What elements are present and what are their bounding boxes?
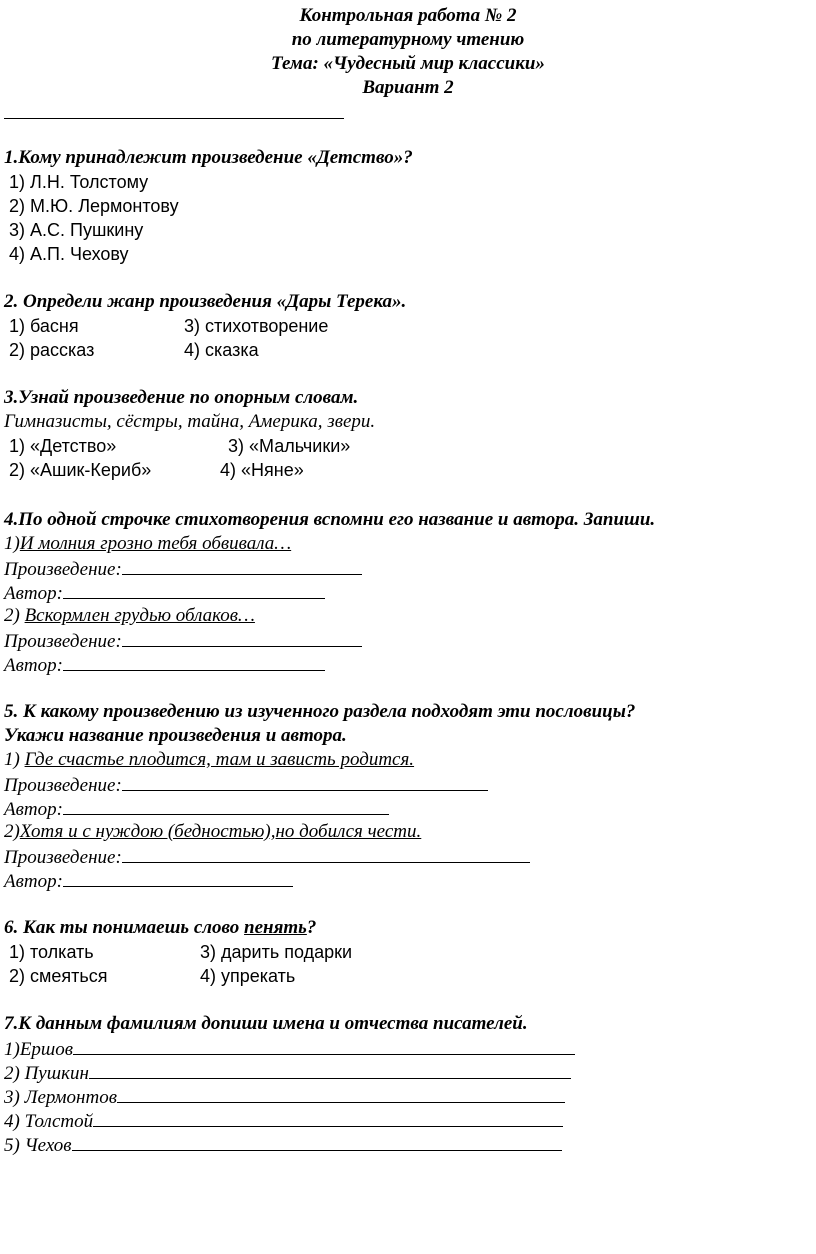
q3-option-1[interactable]: 1) «Детство» [4,436,117,456]
q7-item-5-field[interactable] [72,1132,562,1151]
q1-option-3[interactable]: 3) А.С. Пушкину [4,220,144,240]
q1-option-1[interactable]: 1) Л.Н. Толстому [4,172,149,192]
q2-option-4[interactable]: 4) сказка [184,340,259,360]
q4-item-1 [4,532,291,556]
q5-item-2-author [4,868,293,894]
q5-item-1-author [4,796,389,822]
question-5-line-1: 5. К какому произведению из изученного раздела подходят эти пословицы? [4,701,636,722]
q7-item-1 [4,1036,575,1062]
q7-item-2 [4,1060,571,1086]
author-label: Автор: [4,583,63,604]
q6-option-1[interactable]: 1) толкать [4,942,94,962]
q7-item-3-field[interactable] [117,1084,565,1103]
q7-item-2-field[interactable] [89,1060,571,1079]
q4-item-1-work-field[interactable] [122,556,362,575]
q4-item-2-number: 2) [4,605,25,626]
q5-item-1-text: Где счастье плодится, там и зависть родится. [24,749,415,770]
q4-item-1-author [4,580,325,606]
q6-option-4[interactable]: 4) упрекать [200,966,296,986]
q7-item-2-label: 2) Пушкин [4,1063,89,1084]
q4-item-2-text: Вскормлен грудью облаков… [24,605,255,626]
q5-item-2-work [4,844,530,870]
question-7: 7.К данным фамилиям допиши имена и отчества писателей. [4,1013,528,1034]
question-5-line-2: Укажи название произведения и автора. [4,725,347,746]
q4-item-2-author-field[interactable] [63,652,325,671]
q4-item-2-work-field[interactable] [122,628,362,647]
q7-item-3 [4,1084,565,1110]
q7-item-3-label: 3) Лермонтов [4,1087,117,1108]
q6-suffix: ? [306,917,317,938]
q2-option-2[interactable]: 2) рассказ [4,340,95,360]
student-name-line[interactable] [4,118,344,119]
q6-option-3[interactable]: 3) дарить подарки [200,942,353,962]
q5-item-1-work [4,772,488,798]
q4-item-1-work [4,556,362,582]
q4-item-1-number: 1) [4,533,20,554]
work-label: Произведение: [4,847,122,868]
q5-item-2-work-field[interactable] [122,844,530,863]
q7-item-4-label: 4) Толстой [4,1111,94,1132]
q1-option-4[interactable]: 4) А.П. Чехову [4,244,129,264]
q7-item-5-label: 5) Чехов [4,1135,72,1156]
q4-item-2-work [4,628,362,654]
q5-item-2-author-field[interactable] [63,868,293,887]
q4-item-1-text: И молния грозно тебя обвивала… [19,533,292,554]
test-title: Контрольная работа № 2 [299,5,517,26]
q7-item-5 [4,1132,562,1158]
work-label: Произведение: [4,775,122,796]
test-topic: Тема: «Чудесный мир классики» [271,53,545,74]
author-label: Автор: [4,655,63,676]
question-6 [4,916,316,940]
question-1: 1.Кому принадлежит произведение «Детство»? [4,147,413,168]
q5-item-2-number: 2) [4,821,20,842]
q4-item-2 [4,604,255,628]
q5-item-1-work-field[interactable] [122,772,488,791]
author-label: Автор: [4,799,63,820]
test-variant: Вариант 2 [362,77,454,98]
q5-item-2 [4,820,421,844]
q6-keyword: пенять [244,917,307,938]
question-4: 4.По одной строчке стихотворения вспомни его название и автора. Запиши. [4,509,656,530]
work-label: Произведение: [4,631,122,652]
q4-item-1-author-field[interactable] [63,580,325,599]
q7-item-1-field[interactable] [73,1036,575,1055]
q7-item-4-field[interactable] [93,1108,563,1127]
q5-item-2-text: Хотя и с нуждою (бедностью),но добился чести. [19,821,422,842]
q4-item-2-author [4,652,325,678]
q3-clue: Гимназисты, сёстры, тайна, Америка, звери. [4,411,376,432]
q6-prefix: 6. Как ты понимаешь слово [4,917,245,938]
work-label: Произведение: [4,559,122,580]
q2-option-1[interactable]: 1) басня [4,316,79,336]
q3-option-2[interactable]: 2) «Ашик-Кериб» [4,460,152,480]
q7-item-1-label: 1)Ершов [4,1039,74,1060]
q2-option-3[interactable]: 3) стихотворение [184,316,329,336]
q5-item-1-number: 1) [4,749,25,770]
author-label: Автор: [4,871,63,892]
q1-option-2[interactable]: 2) М.Ю. Лермонтову [4,196,179,216]
q7-item-4 [4,1108,563,1134]
q5-item-1 [4,748,414,772]
q5-item-1-author-field[interactable] [63,796,389,815]
question-3: 3.Узнай произведение по опорным словам. [4,387,359,408]
question-2: 2. Определи жанр произведения «Дары Терека». [4,291,407,312]
q3-option-4[interactable]: 4) «Няне» [220,460,304,480]
test-subject: по литературному чтению [291,29,525,50]
q3-option-3[interactable]: 3) «Мальчики» [228,436,351,456]
q6-option-2[interactable]: 2) смеяться [4,966,108,986]
